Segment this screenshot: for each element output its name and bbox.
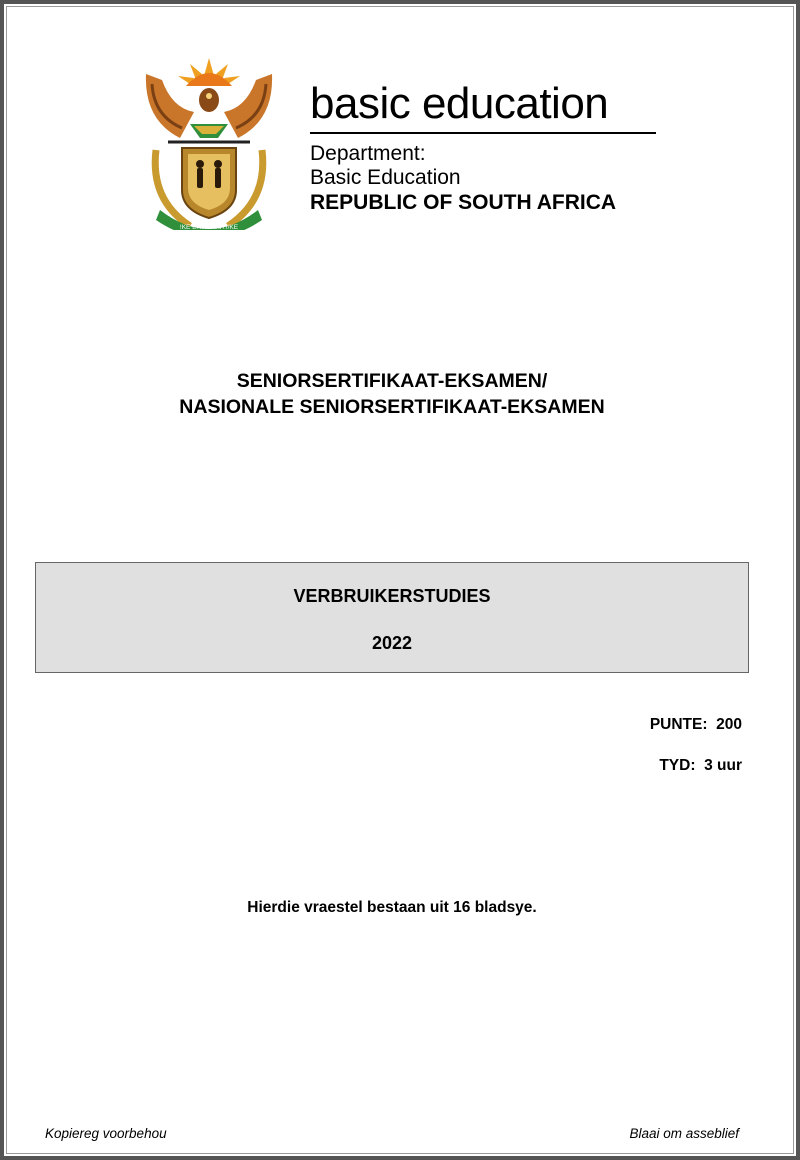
- exam-heading-line1: SENIORSERTIFIKAAT-EKSAMEN/: [236, 370, 548, 392]
- brand-title: basic education: [310, 79, 609, 128]
- exam-duration: TYD: 3 uur: [659, 757, 742, 774]
- copyright-notice: Kopiereg voorbehou: [45, 1126, 167, 1141]
- subject-year: 2022: [371, 633, 413, 653]
- page-count-note: Hierdie vraestel bestaan uit 16 bladsye.: [247, 899, 537, 916]
- exam-heading-line2: NASIONALE SENIORSERTIFIKAAT-EKSAMEN: [179, 396, 605, 418]
- department-branding: [310, 78, 660, 216]
- exam-heading: [0, 368, 784, 420]
- total-marks: PUNTE: 200: [649, 716, 742, 733]
- subject-title: VERBRUIKERSTUDIES: [293, 586, 491, 606]
- crest-motto-text: !KE E: /XARRA //KE: [179, 224, 239, 230]
- subject-box: [35, 562, 749, 673]
- country-name: REPUBLIC OF SOUTH AFRICA: [310, 191, 617, 214]
- coat-of-arms-logo: [138, 50, 280, 230]
- department-name: Basic Education: [310, 166, 461, 189]
- turn-over-notice: Blaai om asseblief: [629, 1126, 739, 1141]
- brand-divider: [310, 132, 656, 134]
- department-label: Department:: [310, 142, 426, 165]
